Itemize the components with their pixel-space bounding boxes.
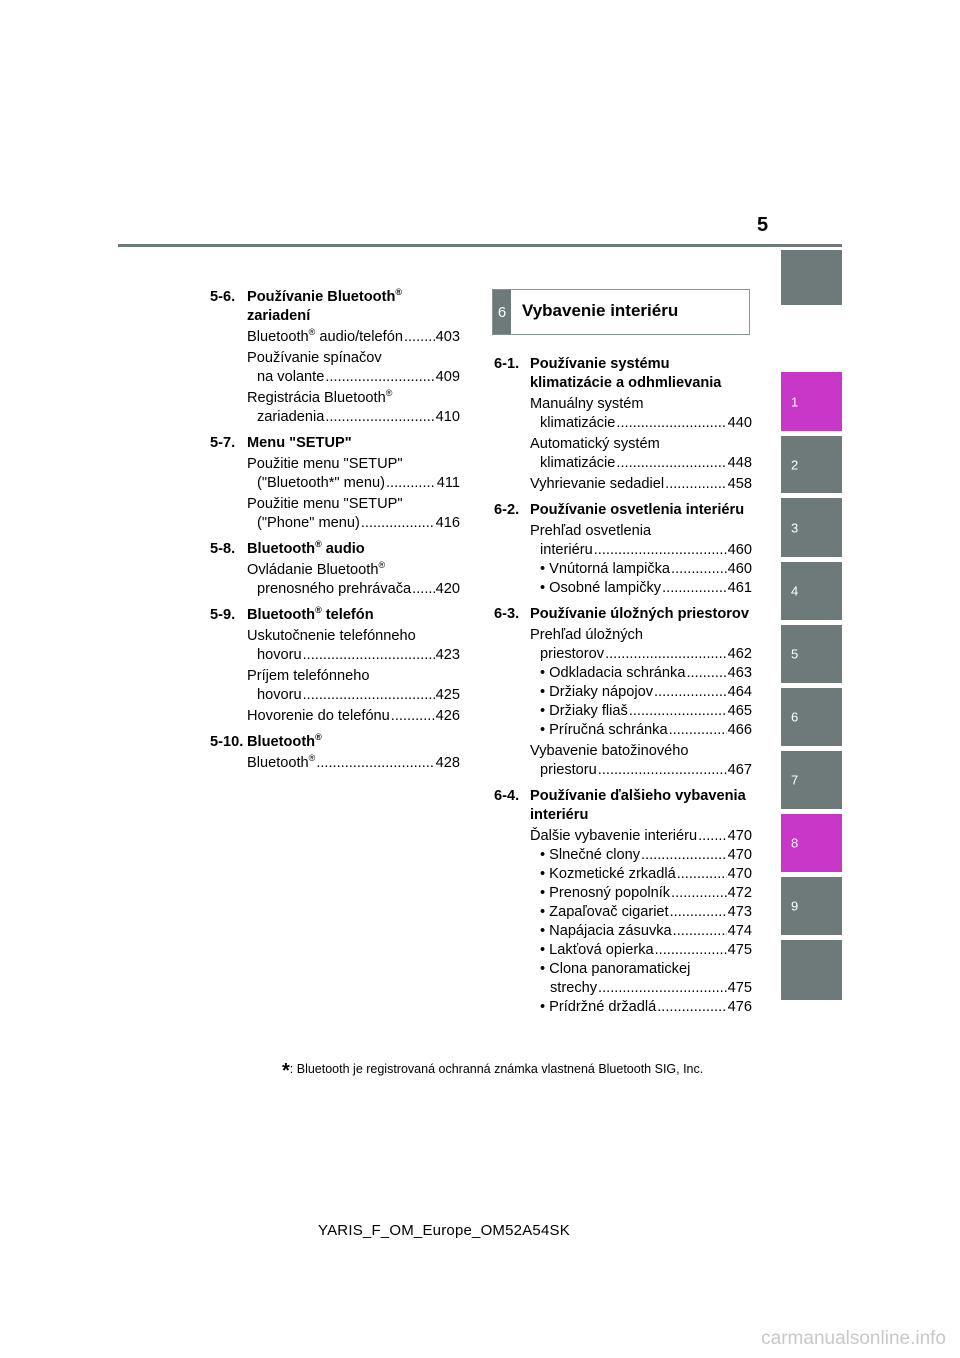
footnote: *: Bluetooth je registrovaná ochranná známka vlastnená Bluetooth SIG, Inc. bbox=[282, 1060, 704, 1082]
toc-entry[interactable]: Bluetooth® ..... 428 bbox=[210, 754, 460, 773]
section-5-9: 5-9. Bluetooth® telefón bbox=[210, 605, 374, 623]
section-title: Používanie Bluetooth® zariadení bbox=[247, 287, 403, 324]
side-tab-4[interactable]: 4 bbox=[781, 562, 842, 620]
toc-right-column bbox=[494, 355, 752, 1017]
document-id: YARIS_F_OM_Europe_OM52A54SK bbox=[318, 1222, 570, 1239]
side-tab-8[interactable]: 8 bbox=[781, 814, 842, 872]
side-tab-blank-bottom[interactable] bbox=[781, 940, 842, 1000]
section-5-8: 5-8. Bluetooth® audio bbox=[210, 539, 365, 557]
toc-entry[interactable]: Príjem telefónneho hovoru ..... 425 bbox=[210, 667, 460, 705]
header-rule bbox=[118, 244, 842, 247]
toc-entry[interactable]: Vybavenie batožinového priestoru ..... 467 bbox=[494, 742, 752, 780]
toc-entry[interactable]: Vyhrievanie sedadiel ..... 458 bbox=[494, 475, 752, 494]
toc-entry[interactable]: Manuálny systém klimatizácie ..... 440 bbox=[494, 395, 752, 433]
toc-entry[interactable]: Automatický systém klimatizácie ..... 448 bbox=[494, 435, 752, 473]
toc-entry[interactable]: Bluetooth® audio/telefón ..... 403 bbox=[210, 328, 460, 347]
toc-entry[interactable]: Prehľad osvetlenia interiéru ..... 460 • Vnútorná lampička ..... 460 • Osobné lampičky ..... 461 bbox=[494, 522, 752, 598]
toc-entry[interactable]: Použitie menu "SETUP" ("Bluetooth*" menu) ..... 411 bbox=[210, 455, 460, 493]
chapter-title: Vybavenie interiéru bbox=[522, 301, 679, 320]
toc-entry[interactable]: Registrácia Bluetooth® zariadenia ..... 410 bbox=[210, 389, 460, 427]
section-6-2: 6-2. Používanie osvetlenia interiéru bbox=[494, 502, 745, 518]
toc-entry[interactable]: Používanie spínačov na volante ..... 409 bbox=[210, 349, 460, 387]
toc-entry[interactable]: Použitie menu "SETUP" ("Phone" menu) ..... 416 bbox=[210, 495, 460, 533]
side-tab-5[interactable]: 5 bbox=[781, 625, 842, 683]
page-number: 5 bbox=[757, 214, 769, 236]
section-5-7: 5-7. Menu "SETUP" bbox=[210, 435, 352, 451]
watermark: carmanualsonline.info bbox=[761, 1328, 946, 1349]
section-6-4: 6-4. Používanie ďalšieho vybavenia interiéru bbox=[494, 788, 746, 823]
side-tab-blank-top[interactable] bbox=[781, 250, 842, 305]
toc-left-column bbox=[210, 288, 460, 773]
side-tab-1[interactable]: 1 bbox=[781, 372, 842, 431]
section-5-10: 5-10. Bluetooth® bbox=[210, 732, 322, 750]
toc-entry[interactable]: Ďalšie vybavenie interiéru ..... 470 • Slnečné clony ..... 470 • Kozmetické zrkadlá ..... 470 • Prenosný popolník ..... 472 • Zapaľovač cigariet ..... 473 • Napájacia zásuvka ..... 474 • Lakťová opierka ..... 475 • Clona panoramatickej strechy ..... 475 • Prídržné držadlá ..... 476 bbox=[494, 827, 752, 1017]
toc-entry[interactable]: Uskutočnenie telefónneho hovoru ..... 423 bbox=[210, 627, 460, 665]
toc-entry[interactable]: Prehľad úložných priestorov ..... 462 • Odkladacia schránka ..... 463 • Držiaky nápojov ..... 464 • Držiaky fliaš ..... 465 • Príručná schránka ..... 466 bbox=[494, 626, 752, 740]
side-tab-7[interactable]: 7 bbox=[781, 751, 842, 809]
chapter-header bbox=[492, 289, 750, 335]
section-number: 5-6. bbox=[210, 289, 236, 305]
chapter-number: 6 bbox=[493, 290, 511, 334]
toc-entry[interactable]: Hovorenie do telefónu ..... 426 bbox=[210, 707, 460, 726]
toc-entry[interactable]: Ovládanie Bluetooth® prenosného prehrávača ..... 420 bbox=[210, 561, 460, 599]
side-tab-3[interactable]: 3 bbox=[781, 498, 842, 557]
side-tab-6[interactable]: 6 bbox=[781, 688, 842, 746]
section-6-3: 6-3. Používanie úložných priestorov bbox=[494, 606, 749, 622]
side-tab-2[interactable]: 2 bbox=[781, 436, 842, 493]
section-5-6 bbox=[210, 288, 460, 326]
side-tab-9[interactable]: 9 bbox=[781, 877, 842, 935]
section-6-1: 6-1. Používanie systému klimatizácie a odhmlievania bbox=[494, 356, 722, 391]
